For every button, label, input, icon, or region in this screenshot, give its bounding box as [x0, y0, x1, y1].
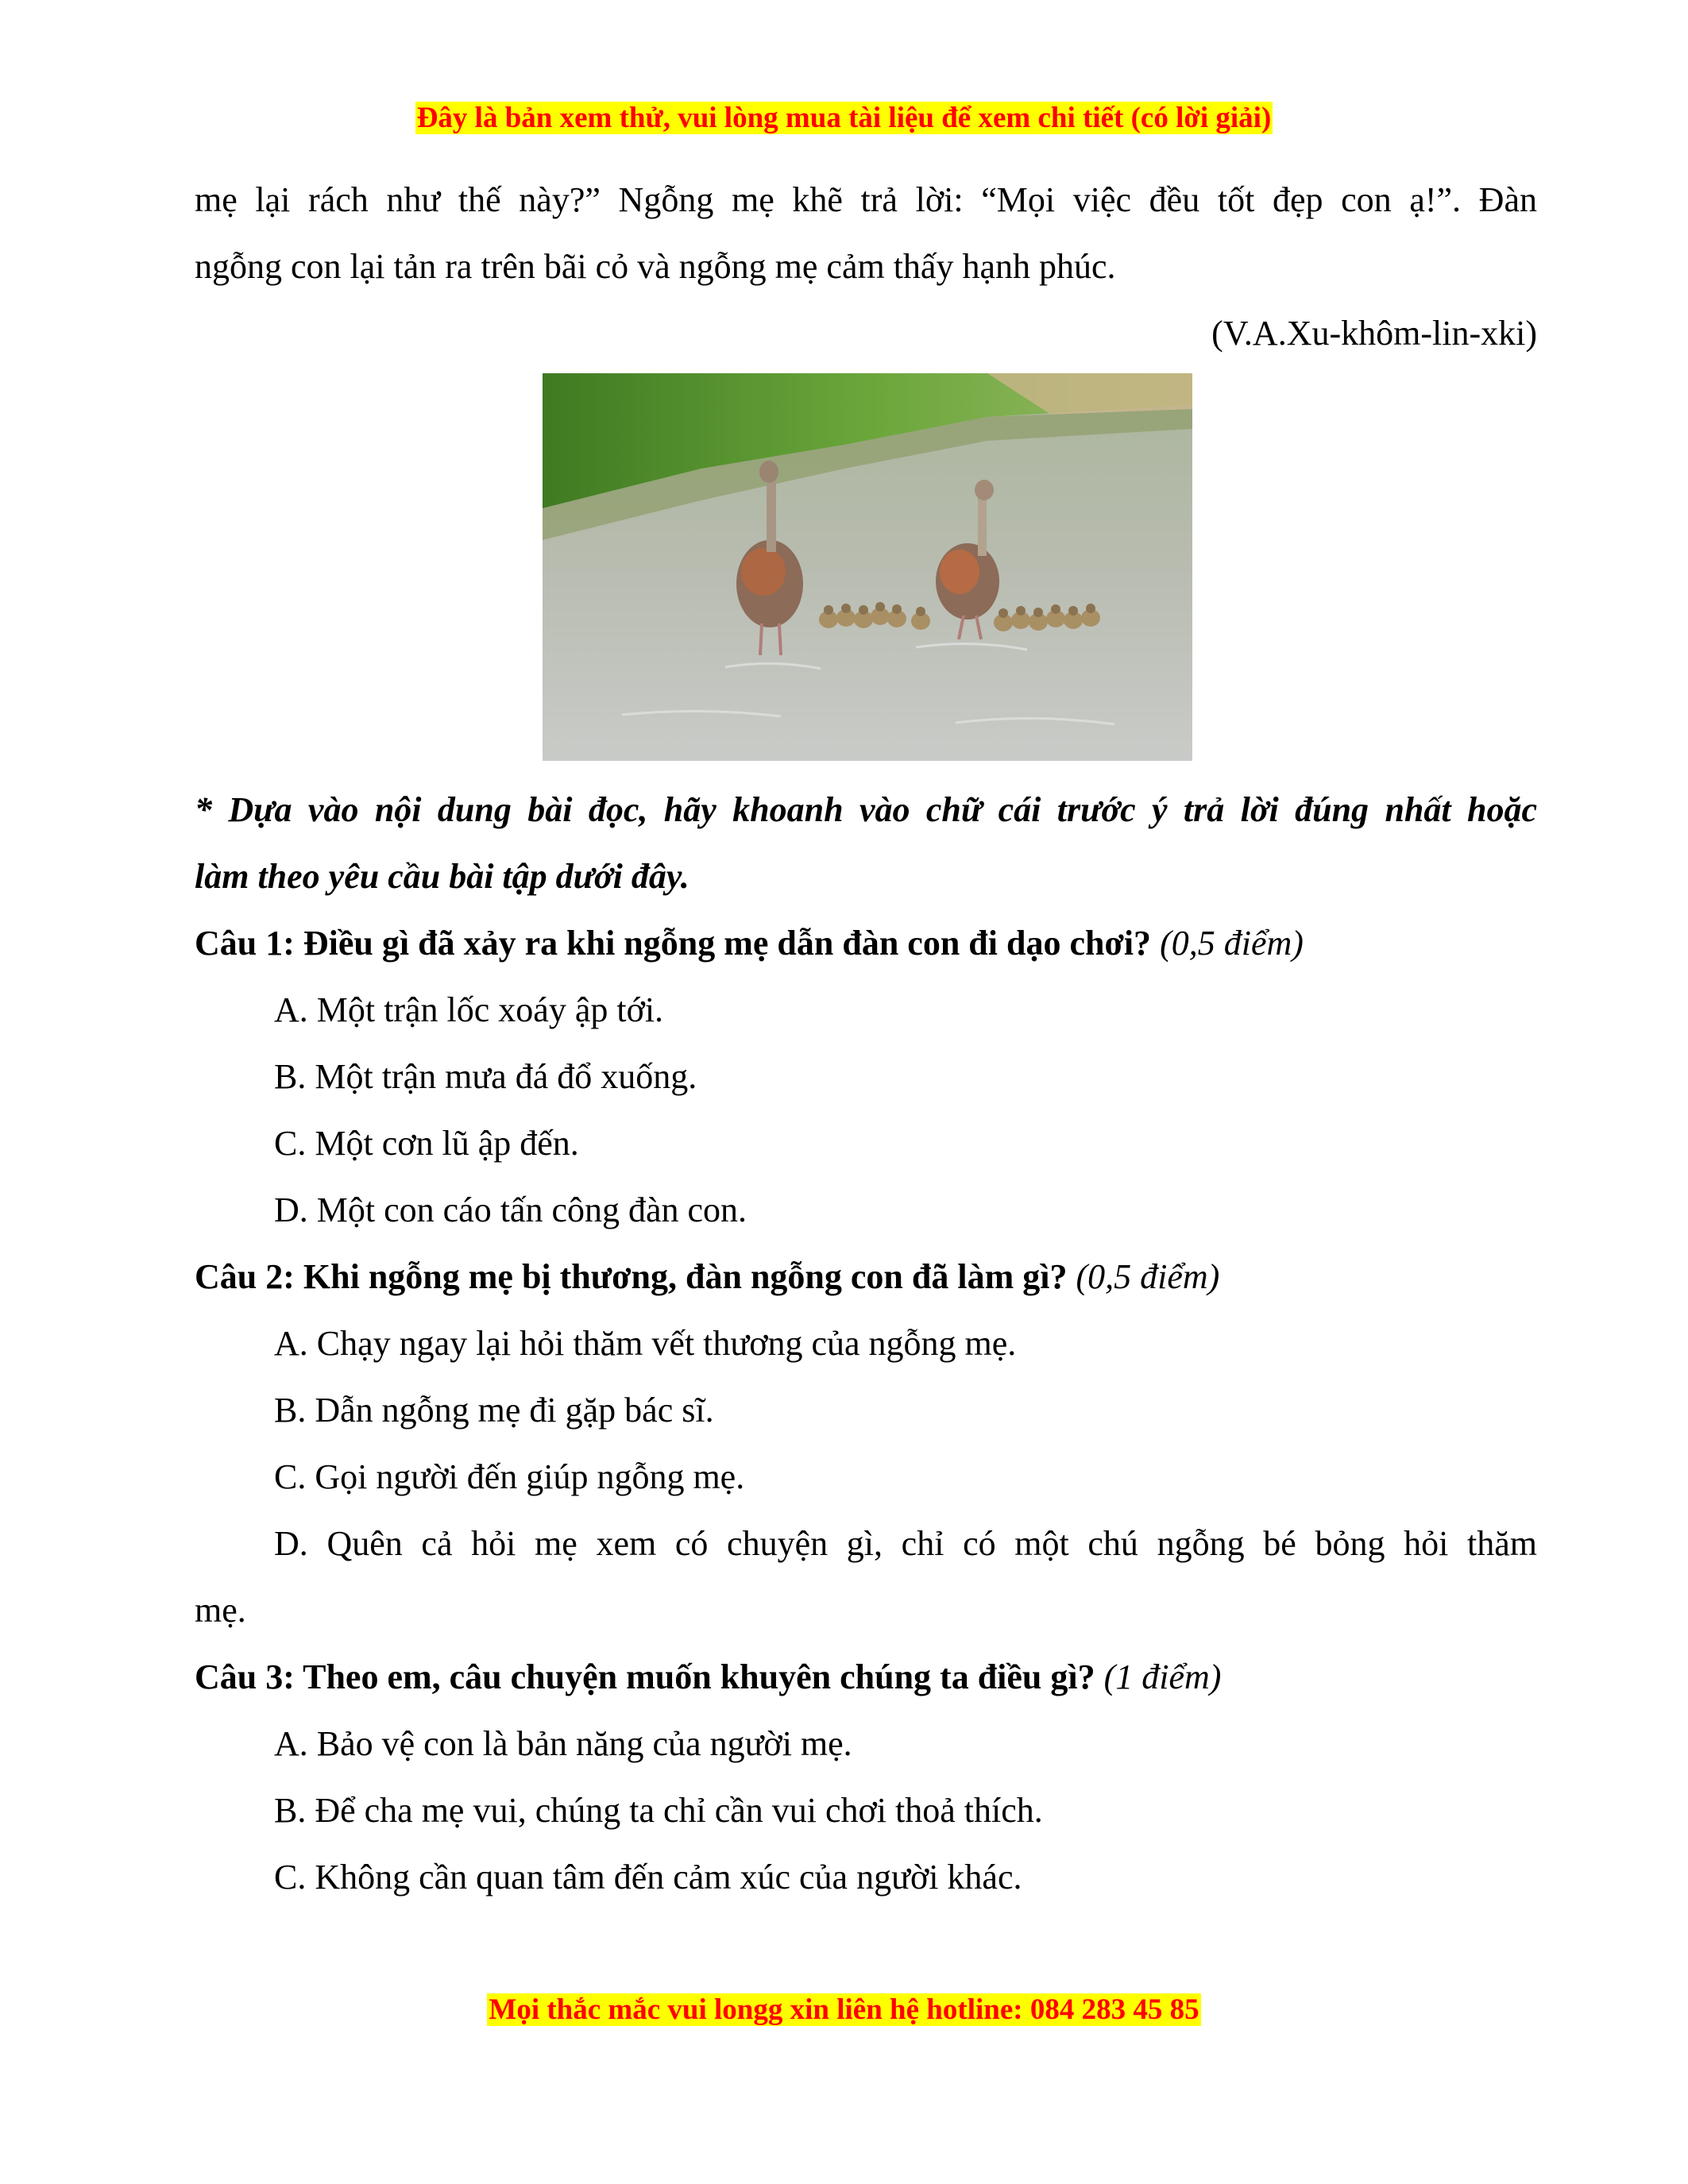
instruction-line: làm theo yêu cầu bài tập dưới đây. [195, 857, 689, 896]
preview-banner [0, 100, 1688, 137]
question-points: (0,5 điểm) [1076, 1257, 1220, 1296]
answer-option: C. Không cần quan tâm đến cảm xúc của người khác. [274, 1858, 1022, 1897]
question-points: (1 điểm) [1103, 1657, 1222, 1696]
hotline-banner-text: Mọi thắc mắc vui longg xin liên hệ hotline: 084 283 45 85 [489, 1993, 1199, 2026]
passage-line: ngỗng con lại tản ra trên bãi cỏ và ngỗng mẹ cảm thấy hạnh phúc. [195, 247, 1116, 286]
question-2 [195, 1244, 1537, 1310]
hotline-banner [0, 1992, 1688, 2028]
question-points: (0,5 điểm) [1160, 924, 1304, 963]
passage-author: (V.A.Xu-khôm-lin-xki) [1211, 314, 1537, 353]
instruction-line: * Dựa vào nội dung bài đọc, hãy khoanh vào chữ cái trước ý trả lời đúng nhất hoặc [195, 790, 1537, 829]
question-label: Câu 1: Điều gì đã xảy ra khi ngỗng mẹ dẫn đàn con đi dạo chơi? [195, 924, 1152, 963]
answer-option: D. Một con cáo tấn công đàn con. [274, 1190, 747, 1229]
answer-option: C. Một cơn lũ ập đến. [274, 1124, 579, 1163]
answer-option: C. Gọi người đến giúp ngỗng mẹ. [274, 1457, 745, 1496]
passage-line: mẹ lại rách như thế này?” Ngỗng mẹ khẽ trả lời: “Mọi việc đều tốt đẹp con ạ!”. Đàn [195, 180, 1537, 219]
answer-option: D. Quên cả hỏi mẹ xem có chuyện gì, chỉ có một chú ngỗng bé bỏng hỏi thăm [274, 1524, 1537, 1563]
answer-option: B. Một trận mưa đá đổ xuống. [274, 1057, 697, 1096]
answer-option: A. Chạy ngay lại hỏi thăm vết thương của ngỗng mẹ. [274, 1324, 1017, 1363]
answer-option: B. Dẫn ngỗng mẹ đi gặp bác sĩ. [274, 1391, 714, 1430]
question-label: Câu 3: Theo em, câu chuyện muốn khuyên chúng ta điều gì? [195, 1657, 1095, 1696]
answer-option-continued: mẹ. [195, 1591, 246, 1630]
answer-option: B. Để cha mẹ vui, chúng ta chỉ cần vui chơi thoả thích. [274, 1791, 1043, 1830]
preview-banner-text: Đây là bản xem thử, vui lòng mua tài liệu để xem chi tiết (có lời giải) [416, 102, 1272, 134]
answer-option: A. Bảo vệ con là bản năng của người mẹ. [274, 1724, 852, 1763]
question-1 [195, 910, 1537, 977]
question-label: Câu 2: Khi ngỗng mẹ bị thương, đàn ngỗng con đã làm gì? [195, 1257, 1068, 1296]
geese-photo [543, 373, 1192, 761]
question-3 [195, 1644, 1537, 1711]
answer-option: A. Một trận lốc xoáy ập tới. [274, 990, 664, 1029]
page-content [195, 167, 1537, 1911]
